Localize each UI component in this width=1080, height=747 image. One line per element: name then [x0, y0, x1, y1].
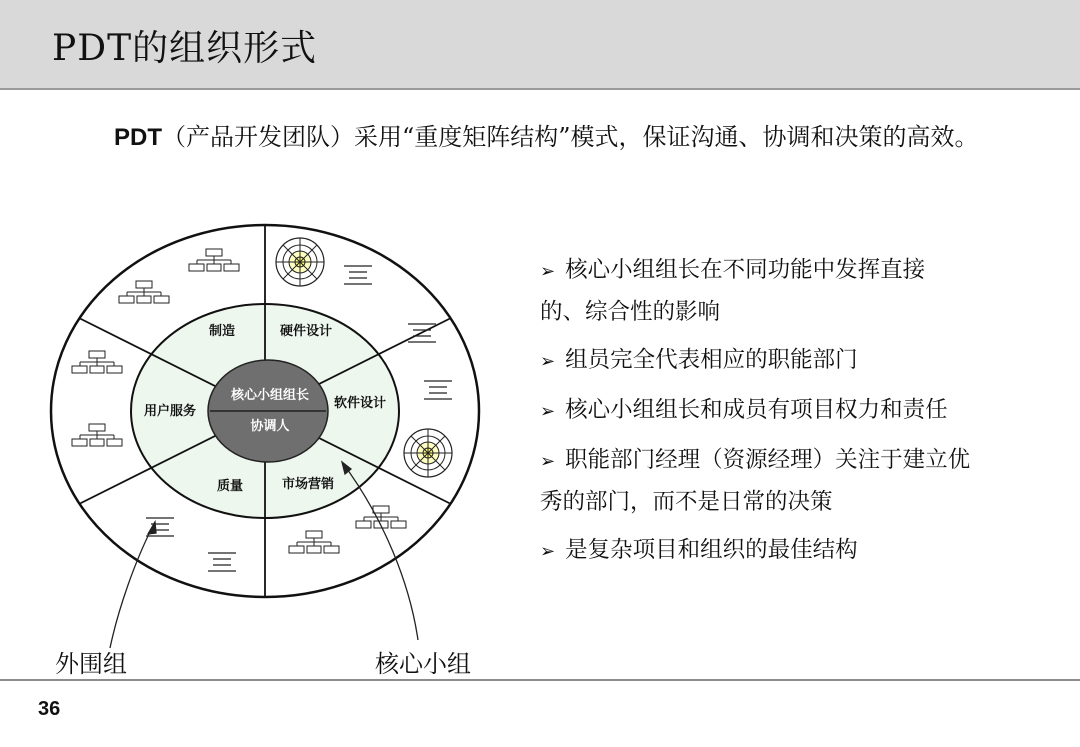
arrow-bullet-icon: ➢	[540, 451, 556, 472]
arrow-bullet-icon: ➢	[540, 351, 556, 372]
arrow-bullet-icon: ➢	[540, 401, 556, 422]
segment-label: 软件设计	[333, 396, 387, 411]
outer-group-label: 外围组	[55, 650, 127, 678]
segment-label: 市场营销	[281, 477, 335, 492]
target-icon	[404, 429, 452, 477]
core-group-label: 核心小组	[375, 650, 471, 678]
core-leader-label: 核心小组组长	[230, 388, 310, 403]
footer-divider	[0, 679, 1080, 681]
intro-lead: PDT	[114, 124, 162, 151]
arrow-bullet-icon: ➢	[540, 541, 556, 562]
bullet-item: ➢ 核心小组组长和成员有项目权力和责任	[540, 397, 948, 423]
intro-text: （产品开发团队）采用“重度矩阵结构”模式，保证沟通、协调和决策的高效。	[162, 123, 979, 151]
target-icon	[276, 238, 324, 286]
bullet-item: ➢ 核心小组组长在不同功能中发挥直接 的、综合性的影响	[540, 257, 926, 325]
segment-label: 用户服务	[143, 404, 197, 419]
bullet-item: ➢ 职能部门经理（资源经理）关注于建立优 秀的部门，而不是日常的决策	[540, 447, 971, 515]
bullet-item: ➢ 组员完全代表相应的职能部门	[540, 347, 858, 373]
segment-label: 制造	[208, 324, 236, 339]
segment-label: 硬件设计	[279, 324, 333, 339]
arrow-bullet-icon: ➢	[540, 261, 556, 282]
coordinator-label: 协调人	[250, 419, 290, 434]
page-title: PDT的组织形式	[52, 28, 318, 69]
page-number: 36	[38, 698, 61, 720]
segment-label: 质量	[216, 479, 244, 494]
bullet-list	[540, 250, 1050, 572]
bullet-item: ➢ 是复杂项目和组织的最佳结构	[540, 537, 858, 563]
